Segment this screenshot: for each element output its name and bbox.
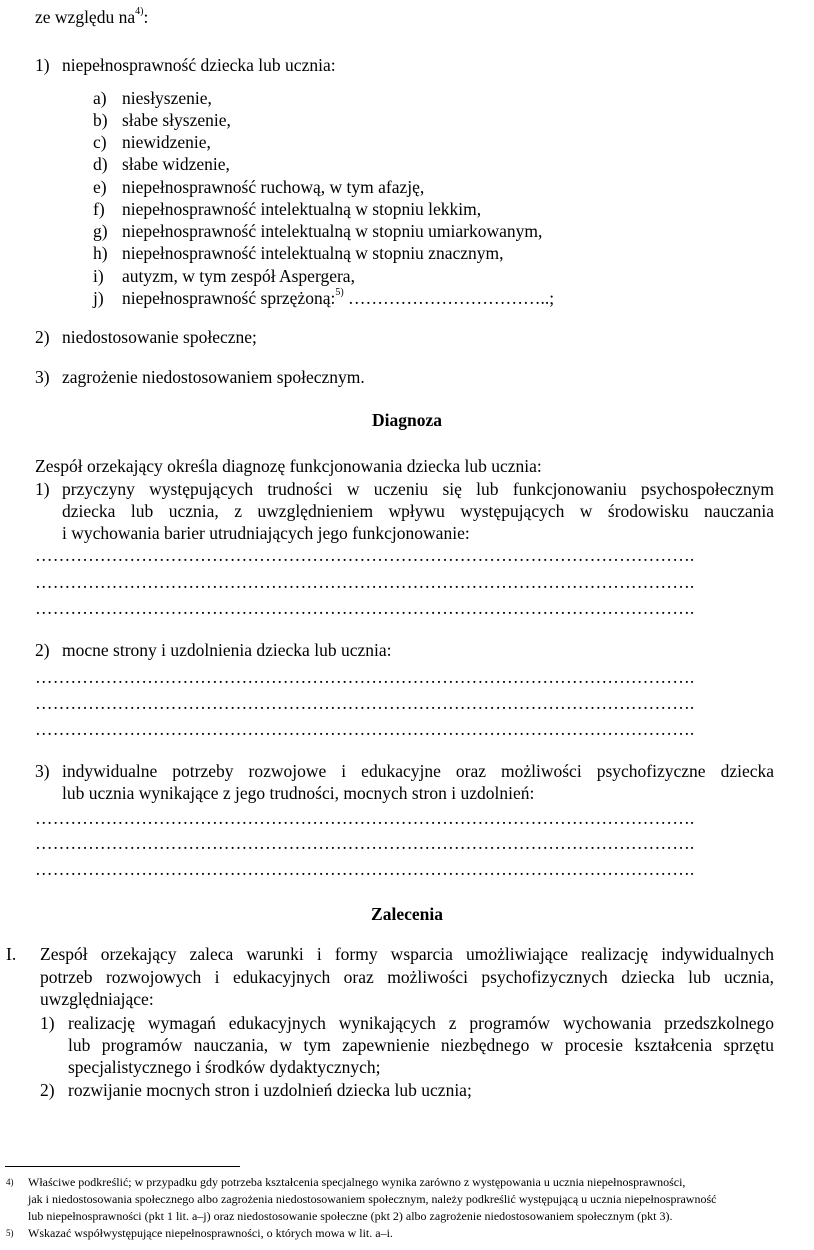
diagnoza-item-2-blank-2: …………………………………………………………………………………………………. bbox=[35, 693, 695, 713]
diagnoza-intro: Zespół orzekający określa diagnozę funkcjonowania dziecka lub ucznia: bbox=[35, 456, 542, 476]
sub-item-g-text: niepełnosprawność intelektualną w stopniu umiarkowanym, bbox=[122, 221, 543, 241]
diagnoza-item-1-label: 1) bbox=[35, 479, 50, 499]
sub-item-i-label: i) bbox=[93, 266, 104, 286]
diagnoza-item-1-blank-3: …………………………………………………………………………………………………. bbox=[35, 598, 695, 618]
diagnoza-item-3-label: 3) bbox=[35, 761, 50, 781]
sub-item-c-label: c) bbox=[93, 132, 107, 152]
sub-item-i-text: autyzm, w tym zespół Aspergera, bbox=[122, 266, 355, 286]
sub-item-f-text: niepełnosprawność intelektualną w stopniu lekkim, bbox=[122, 199, 482, 219]
diagnoza-item-1-line-3: i wychowania barier utrudniających jego funkcjonowanie: bbox=[62, 523, 470, 543]
diagnoza-item-2-blank-3: …………………………………………………………………………………………………. bbox=[35, 719, 695, 739]
intro-line bbox=[35, 6, 148, 28]
diagnoza-item-2-label: 2) bbox=[35, 640, 50, 660]
list-item-1-text: niepełnosprawność dziecka lub ucznia: bbox=[62, 55, 336, 75]
diagnoza-item-1-line-1: przyczyny występujących trudności w uczeniu się lub funkcjonowaniu psychospołecznym bbox=[62, 479, 774, 499]
list-item-3-label: 3) bbox=[35, 367, 50, 387]
zalecenia-item-1-label: 1) bbox=[40, 1013, 55, 1033]
footnote-4-line-3: lub niepełnosprawności (pkt 1 lit. a–j) oraz niedostosowanie społeczne (pkt 2) albo zagrożenie niedostosowaniem społecznym (pkt 3). bbox=[28, 1209, 673, 1223]
sub-item-e-text: niepełnosprawność ruchową, w tym afazję, bbox=[122, 177, 425, 197]
list-item-3-text: zagrożenie niedostosowaniem społecznym. bbox=[62, 367, 365, 387]
sub-item-h-label: h) bbox=[93, 243, 108, 263]
sub-item-d-label: d) bbox=[93, 154, 108, 174]
sub-item-j-dots: ……………………………..; bbox=[343, 288, 555, 308]
sub-item-c-text: niewidzenie, bbox=[122, 132, 211, 152]
footnote-4-line-2: jak i niedostosowania społecznego albo zagrożenia niedostosowaniem społecznym, należy podkreślić występującą u ucznia niepełnosprawność bbox=[28, 1192, 717, 1206]
zalecenia-line-3: uwzględniające: bbox=[40, 989, 154, 1009]
sub-item-d-text: słabe widzenie, bbox=[122, 154, 230, 174]
sub-item-j bbox=[122, 287, 554, 309]
intro-text: ze względu na bbox=[35, 7, 136, 27]
footnote-separator bbox=[5, 1166, 240, 1167]
zalecenia-item-2-label: 2) bbox=[40, 1080, 55, 1100]
diagnoza-item-3-blank-1: …………………………………………………………………………………………………. bbox=[35, 808, 695, 828]
diagnoza-item-3-blank-2: …………………………………………………………………………………………………. bbox=[35, 833, 695, 853]
diagnoza-item-2-blank-1: …………………………………………………………………………………………………. bbox=[35, 667, 695, 687]
zalecenia-roman-label: I. bbox=[6, 944, 17, 964]
list-item-2-label: 2) bbox=[35, 327, 50, 347]
diagnoza-item-1-blank-2: …………………………………………………………………………………………………. bbox=[35, 572, 695, 592]
zalecenia-item-1-line-2: lub programów nauczania, w tym zapewnienie niezbędnego w procesie kształcenia sprzętu bbox=[68, 1035, 774, 1055]
zalecenia-item-2-line-1: rozwijanie mocnych stron i uzdolnień dziecka lub ucznia; bbox=[68, 1080, 472, 1100]
footnote-ref-4: 4) bbox=[135, 6, 144, 18]
list-item-2-text: niedostosowanie społeczne; bbox=[62, 327, 257, 347]
sub-item-b-text: słabe słyszenie, bbox=[122, 110, 231, 130]
diagnoza-item-3-blank-3: …………………………………………………………………………………………………. bbox=[35, 859, 695, 879]
sub-item-a-label: a) bbox=[93, 88, 107, 108]
footnote-ref-5: 5) bbox=[335, 287, 344, 299]
sub-item-b-label: b) bbox=[93, 110, 108, 130]
diagnoza-item-1-blank-1: …………………………………………………………………………………………………. bbox=[35, 545, 695, 565]
zalecenia-line-2: potrzeb rozwojowych i edukacyjnych oraz możliwości psychofizycznych dziecka lub ucznia, bbox=[40, 967, 774, 987]
diagnoza-item-1-line-2: dziecka lub ucznia, z uwzględnieniem wpływu występujących w środowisku nauczania bbox=[62, 501, 774, 521]
zalecenia-line-1: Zespół orzekający zaleca warunki i formy wsparcia umożliwiające realizację indywidualnych bbox=[40, 944, 774, 964]
footnote-5-line-1: Wskazać współwystępujące niepełnosprawności, o których mowa w lit. a–i. bbox=[28, 1226, 393, 1240]
list-item-1-label: 1) bbox=[35, 55, 50, 75]
footnote-5-mark: 5) bbox=[6, 1228, 14, 1238]
sub-item-h-text: niepełnosprawność intelektualną w stopniu znacznym, bbox=[122, 243, 504, 263]
sub-item-j-text: niepełnosprawność sprzężoną: bbox=[122, 288, 336, 308]
diagnoza-heading: Diagnoza bbox=[372, 410, 442, 430]
sub-item-a-text: niesłyszenie, bbox=[122, 88, 212, 108]
diagnoza-item-3-line-2: lub ucznia wynikające z jego trudności, mocnych stron i uzdolnień: bbox=[62, 783, 535, 803]
zalecenia-item-1-line-1: realizację wymagań edukacyjnych wynikających z programów wychowania przedszkolnego bbox=[68, 1013, 774, 1033]
sub-item-j-label: j) bbox=[93, 288, 104, 308]
diagnoza-item-2-line-1: mocne strony i uzdolnienia dziecka lub ucznia: bbox=[62, 640, 392, 660]
zalecenia-heading: Zalecenia bbox=[371, 904, 443, 924]
diagnoza-item-3-line-1: indywidualne potrzeby rozwojowe i edukacyjne oraz możliwości psychofizyczne dziecka bbox=[62, 761, 774, 781]
sub-item-f-label: f) bbox=[93, 199, 105, 219]
zalecenia-item-1-line-3: specjalistycznego i środków dydaktycznych; bbox=[68, 1057, 381, 1077]
sub-item-e-label: e) bbox=[93, 177, 107, 197]
sub-item-g-label: g) bbox=[93, 221, 108, 241]
footnote-4-mark: 4) bbox=[6, 1177, 14, 1187]
footnote-4-line-1: Właściwe podkreślić; w przypadku gdy potrzeba kształcenia specjalnego wynika zarówno z występowania u ucznia niepełnosprawności, bbox=[28, 1175, 686, 1189]
intro-suffix: : bbox=[143, 7, 149, 27]
